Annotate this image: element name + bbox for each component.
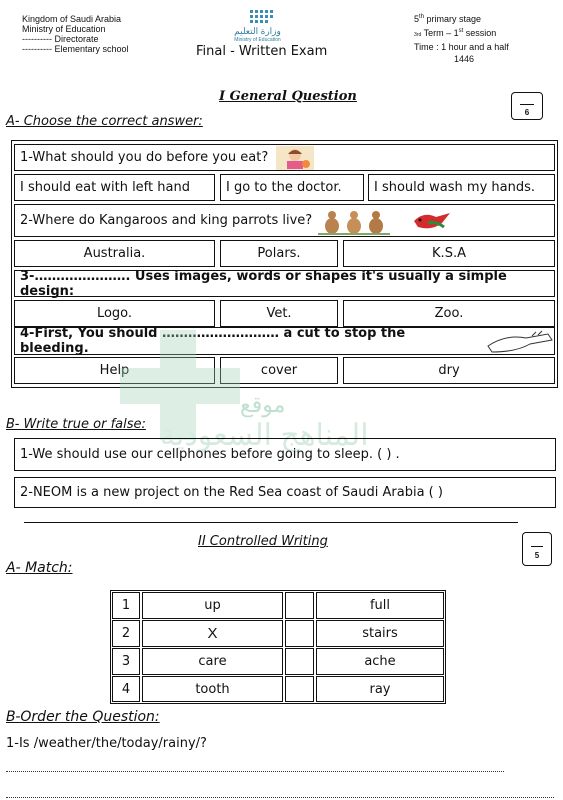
partA-label: A- Choose the correct answer: [6, 114, 203, 129]
q3-option-2[interactable]: Vet. [220, 300, 338, 327]
header-right [414, 12, 509, 64]
answer-line-2[interactable] [6, 797, 554, 798]
match-right-3: ache [316, 648, 444, 675]
logo-arabic: وزارة التعليم [234, 26, 281, 36]
question-3: 3-…………………. Uses images, words or shapes it's usually a simple design: [14, 270, 555, 297]
exam-title: Final - Written Exam [196, 44, 328, 59]
term-end: session [463, 28, 497, 38]
year-line: 1446 [454, 54, 475, 64]
section1-title: I General Question [219, 89, 357, 104]
true-false-2[interactable]: 2-NEOM is a new project on the Red Sea coast of Saudi Arabia ( ) [14, 477, 556, 508]
q1-option-3[interactable]: I should wash my hands. [368, 174, 555, 201]
grade-sup: th [419, 14, 425, 20]
section2-title: II Controlled Writing [198, 534, 328, 549]
match-right-4: ray [316, 676, 444, 702]
question-4-text: 4-First, You should ……………………… a cut to stop the bleeding. [20, 326, 406, 356]
grade-num: 5 [414, 14, 420, 24]
match-right-1: full [316, 592, 444, 619]
question-2-text: 2-Where do Kangaroos and king parrots live? [20, 213, 313, 228]
question-4 [14, 327, 555, 355]
girl-eating-icon [276, 146, 314, 170]
term-text: Term – 1 [423, 28, 459, 38]
match-num-1: 1 [112, 592, 140, 619]
q4-option-2[interactable]: cover [220, 357, 338, 384]
match-left-2: X [142, 620, 283, 647]
order-question-1: 1-Is /weather/the/today/rainy/? [6, 736, 207, 751]
match-right-2: stairs [316, 620, 444, 647]
kangaroo-icon [318, 206, 390, 236]
hand-cut-icon [486, 328, 554, 354]
order-label: B-Order the Question: [6, 709, 160, 725]
section1-score-box [511, 92, 543, 120]
answer-line-1[interactable] [6, 771, 504, 772]
grade-text: primary stage [424, 14, 482, 24]
q2-option-1[interactable]: Australia. [14, 240, 215, 267]
match-blank-2[interactable] [285, 620, 314, 647]
section-divider [24, 522, 518, 523]
header-left [22, 14, 129, 54]
true-false-1[interactable]: 1-We should use our cellphones before going to sleep. ( ) . [14, 438, 556, 471]
term-sup: st [458, 28, 464, 34]
logo-sub: Ministry of Education [234, 37, 281, 43]
time-line: Time : 1 hour and a half [414, 42, 509, 52]
term-line [414, 26, 509, 40]
match-blank-3[interactable] [285, 648, 314, 675]
header-kingdom: Kingdom of Saudi Arabia [22, 14, 122, 24]
header-directorate: ---------- Directorate [22, 34, 99, 44]
watermark-text-2: المناهج السعودية [160, 419, 369, 452]
section2-score-box [522, 532, 552, 566]
parrot-icon [410, 209, 454, 233]
q2-option-3[interactable]: K.S.A [343, 240, 555, 267]
question-2 [14, 204, 555, 237]
match-num-3: 3 [112, 648, 140, 675]
q2-option-2[interactable]: Polars. [220, 240, 338, 267]
grade-line [414, 12, 509, 24]
partB-label: B- Write true or false: [6, 417, 146, 432]
question-1 [14, 144, 555, 171]
section1-score: 6 [524, 108, 530, 117]
match-left-4: tooth [142, 676, 283, 702]
match-label: A- Match: [6, 560, 73, 576]
section2-score: 5 [534, 551, 540, 560]
term-pre: 3rd [414, 32, 422, 38]
header-school: ---------- Elementary school [22, 44, 129, 54]
match-num-4: 4 [112, 676, 140, 702]
q1-option-2[interactable]: I go to the doctor. [220, 174, 364, 201]
match-blank-1[interactable] [285, 592, 314, 619]
header-ministry: Ministry of Education [22, 24, 106, 34]
q1-option-1[interactable]: I should eat with left hand [14, 174, 215, 201]
question-1-text: 1-What should you do before you eat? [20, 150, 269, 165]
match-blank-4[interactable] [285, 676, 314, 702]
q3-option-1[interactable]: Logo. [14, 300, 215, 327]
match-left-1: up [142, 592, 283, 619]
q3-option-3[interactable]: Zoo. [343, 300, 555, 327]
ministry-logo [220, 8, 295, 44]
match-num-2: 2 [112, 620, 140, 647]
watermark-text-1: موقع [240, 392, 286, 417]
match-left-3: care [142, 648, 283, 675]
q4-option-1[interactable]: Help [14, 357, 215, 384]
q4-option-3[interactable]: dry [343, 357, 555, 384]
